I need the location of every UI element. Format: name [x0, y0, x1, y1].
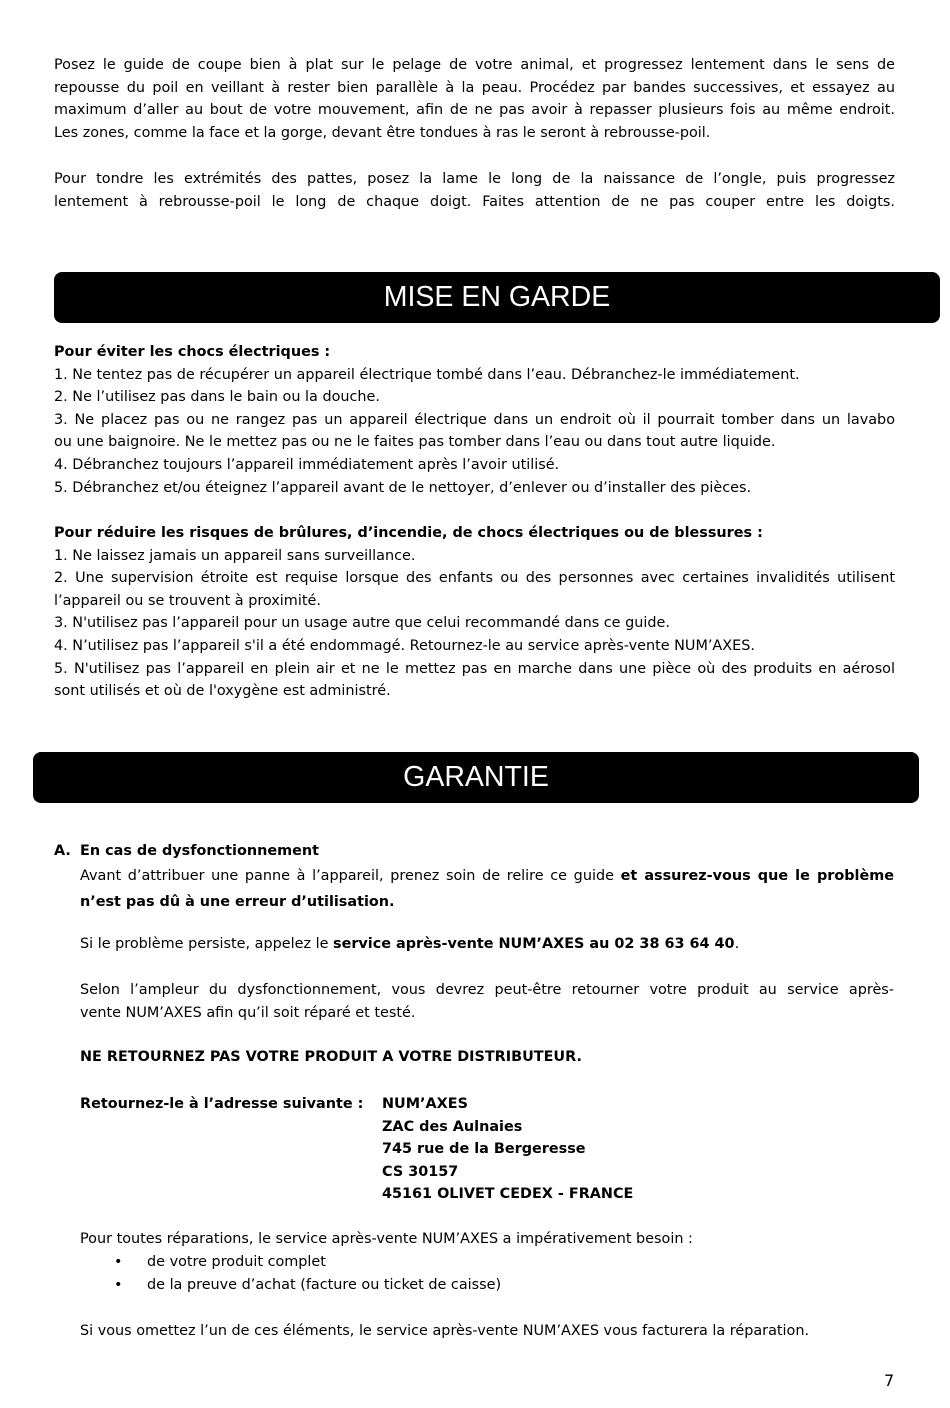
warranty-paragraph-6: Si vous omettez l’un de ces éléments, le service après-vente NUM’AXES vous facturera la réparation. [80, 1323, 810, 1339]
text-run: Si le problème persiste, appelez le [80, 936, 333, 952]
warning-banner [54, 272, 940, 323]
address-line: CS 30157 [382, 1163, 459, 1180]
list-item: ou une baignoire. Ne le mettez pas ou ne le faites pas tomber dans l’eau ou dans tout autre liquide. [54, 434, 776, 451]
return-address [382, 1093, 633, 1206]
after-sales-phone: service après-vente NUM’AXES au 02 38 63 64 40 [333, 936, 735, 952]
list-item: 5. N'utilisez pas l’appareil en plein air et ne le mettez pas en marche dans une pièce où des produits en aérosol [54, 660, 895, 677]
address-label: Retournez-le à l’adresse suivante : [80, 1096, 364, 1112]
list-item: 4. N’utilisez pas l’appareil s'il a été endommagé. Retournez-le au service après-vente NUM’AXES. [54, 637, 755, 654]
list-item: 5. Débranchez et/ou éteignez l’appareil avant de le nettoyer, d’enlever ou d’installer des pièces. [54, 479, 752, 496]
list-item [80, 1251, 880, 1274]
bullet-icon: • [114, 1277, 123, 1293]
warning-heading-2: Pour réduire les risques de brûlures, d’incendie, de chocs électriques ou de blessures : [54, 525, 763, 541]
text-line: Posez le guide de coupe bien à plat sur le pelage de votre animal, et progressez lentement dans le sens de [54, 57, 895, 73]
warning-heading-1: Pour éviter les chocs électriques : [54, 344, 331, 360]
text-line: repousse du poil en veillant à rester bien parallèle à la peau. Procédez par bandes successives, et essayez au [54, 79, 895, 96]
text-run-bold: et assurez-vous que le problème [620, 868, 894, 884]
section-title: En cas de dysfonctionnement [80, 843, 319, 859]
list-item [80, 1274, 880, 1297]
bullet-text: de votre produit complet [147, 1254, 326, 1270]
warranty-paragraph-3 [80, 979, 894, 1024]
warning-list-1 [54, 341, 895, 499]
list-item: l’appareil ou se trouvent à proximité. [54, 592, 321, 609]
text-line: lentement à rebrousse-poil le long de chaque doigt. Faites attention de ne pas couper entre les doigts. [54, 193, 895, 210]
warranty-title: GARANTIE [403, 761, 549, 793]
list-item: 2. Une supervision étroite est requise lorsque des enfants ou des personnes avec certaines invalidités utilisent [54, 570, 895, 587]
address-line: 745 rue de la Bergeresse [382, 1141, 586, 1158]
text-line: vente NUM’AXES afin qu’il soit réparé et testé. [80, 1004, 416, 1021]
text-line: maximum d’aller au bout de votre mouvement, afin de ne pas avoir à repasser plusieurs fois au même endroit. [54, 102, 895, 119]
intro-paragraph-1 [54, 54, 895, 144]
list-item: sont utilisés et où de l'oxygène est administré. [54, 683, 391, 700]
address-line: ZAC des Aulnaies [382, 1118, 523, 1135]
warning-title: MISE EN GARDE [383, 281, 611, 313]
list-item: 3. N'utilisez pas l’appareil pour un usage autre que celui recommandé dans ce guide. [54, 615, 670, 632]
section-heading [54, 840, 319, 863]
list-item: 3. Ne placez pas ou ne rangez pas un appareil électrique dans un endroit où il pourrait tomber dans un lavabo [54, 411, 895, 428]
list-item: 1. Ne tentez pas de récupérer un appareil électrique tombé dans l’eau. Débranchez-le immédiatement. [54, 366, 800, 383]
text-line: Les zones, comme la face et la gorge, devant être tondues à ras le seront à rebrousse-poil. [54, 124, 711, 141]
page-number: 7 [884, 1371, 895, 1390]
address-line: NUM’AXES [382, 1096, 468, 1112]
text-line-bold: n’est pas dû à une erreur d’utilisation. [80, 894, 395, 910]
intro-paragraph-2 [54, 168, 895, 213]
warranty-notice: NE RETOURNEZ PAS VOTRE PRODUIT A VOTRE DISTRIBUTEUR. [80, 1049, 582, 1065]
list-item: 2. Ne l’utilisez pas dans le bain ou la douche. [54, 389, 380, 406]
text-line: Pour tondre les extrémités des pattes, posez la lame le long de la naissance de l’ongle, puis progressez [54, 171, 895, 187]
text-run: Avant d’attribuer une panne à l’appareil, prenez soin de relire ce guide [80, 868, 621, 884]
bullet-icon: • [114, 1254, 123, 1270]
warranty-paragraph-1 [80, 863, 894, 915]
bullet-text: de la preuve d’achat (facture ou ticket de caisse) [147, 1277, 502, 1293]
warranty-paragraph-5: Pour toutes réparations, le service après-vente NUM’AXES a impérativement besoin : [80, 1231, 693, 1247]
address-line: 45161 OLIVET CEDEX - FRANCE [382, 1186, 634, 1203]
section-letter: A. [54, 843, 71, 859]
warranty-paragraph-2 [80, 933, 894, 956]
warranty-banner [33, 752, 919, 803]
list-item: 1. Ne laissez jamais un appareil sans surveillance. [54, 547, 416, 564]
text-line: Selon l’ampleur du dysfonctionnement, vous devrez peut-être retourner votre produit au service après- [80, 982, 894, 998]
warning-list-2 [54, 522, 895, 703]
list-item: 4. Débranchez toujours l’appareil immédiatement après l’avoir utilisé. [54, 456, 560, 473]
text-line [80, 863, 894, 889]
text-run: . [734, 936, 740, 952]
